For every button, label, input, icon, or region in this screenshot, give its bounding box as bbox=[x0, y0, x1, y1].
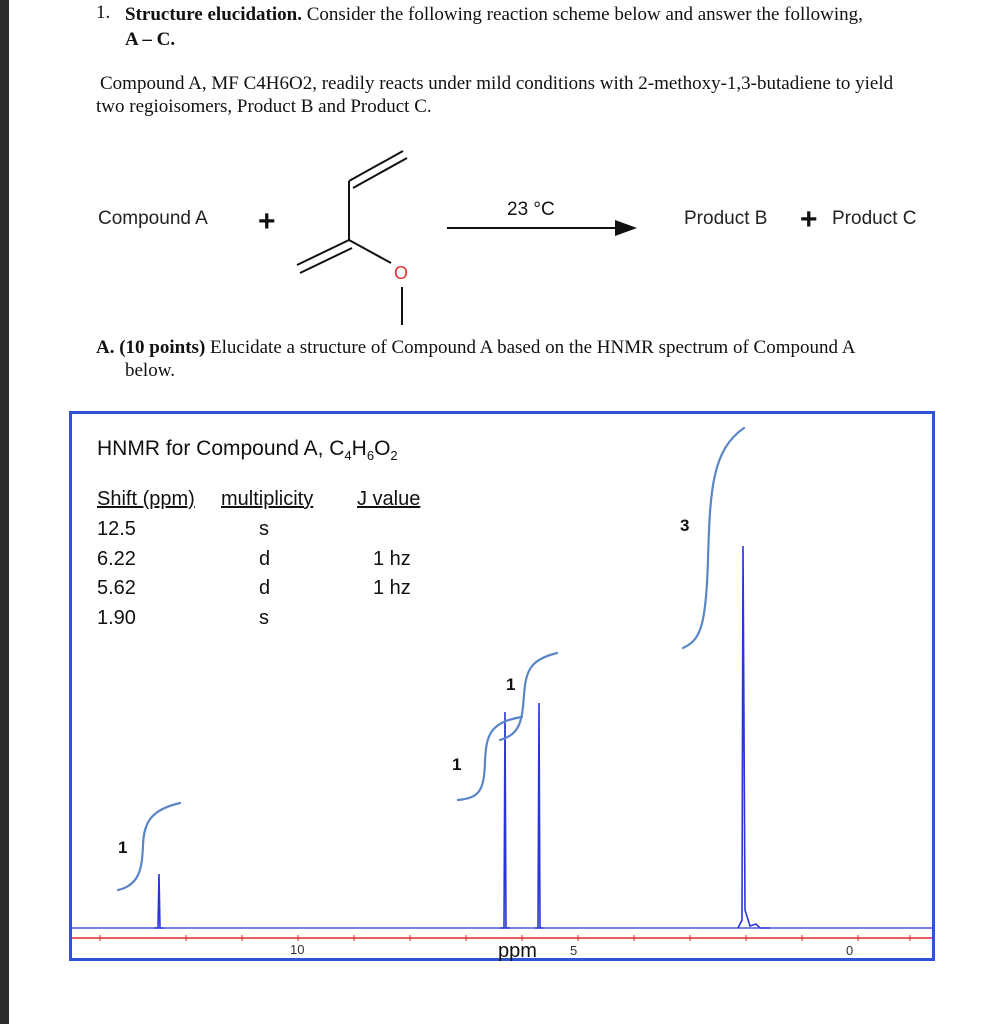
row-4-mult: s bbox=[259, 607, 269, 629]
row-2-mult: d bbox=[259, 548, 271, 570]
row-3-mult: d bbox=[259, 577, 271, 599]
axis-label-10: 10 bbox=[290, 942, 305, 957]
integral-label-6-22: 1 bbox=[452, 755, 462, 774]
question-range: A – C. bbox=[125, 29, 176, 50]
part-a-label: A. bbox=[96, 337, 115, 358]
integral-6-22 bbox=[458, 717, 522, 800]
peak-1-90 bbox=[738, 546, 770, 928]
oxygen-count: 2 bbox=[390, 448, 398, 464]
row-4-shift: 1.90 bbox=[97, 607, 136, 629]
integral-label-1-90: 3 bbox=[680, 516, 690, 535]
plus-sign-1: + bbox=[258, 205, 276, 238]
axis-label-5: 5 bbox=[570, 943, 578, 958]
peak-12-5 bbox=[154, 874, 164, 928]
paragraph-line-2: two regioisomers, Product B and Product C. bbox=[96, 96, 432, 117]
row-3-shift: 5.62 bbox=[97, 577, 136, 599]
product-c-label: Product C bbox=[832, 208, 917, 229]
axis-label-0: 0 bbox=[846, 943, 854, 958]
oxygen-symbol: O bbox=[374, 437, 391, 460]
plus-sign-2: + bbox=[800, 203, 818, 236]
integral-5-62 bbox=[500, 653, 557, 740]
integral-1-90 bbox=[683, 428, 744, 648]
part-a-line-2: below. bbox=[125, 360, 175, 381]
axis-unit-ppm: ppm bbox=[498, 940, 537, 962]
part-a-points: (10 points) bbox=[119, 337, 206, 358]
hydrogen-symbol: H bbox=[351, 437, 367, 460]
header-j-value: J value bbox=[357, 488, 421, 510]
question-title: Structure elucidation. bbox=[125, 4, 302, 25]
paragraph-line-1: Compound A, MF C4H6O2, readily reacts under mild conditions with 2-methoxy-1,3-butadiene to yield bbox=[100, 73, 894, 94]
carbon-count: 4 bbox=[344, 448, 352, 464]
row-3-j: 1 hz bbox=[373, 577, 411, 599]
hydrogen-count: 6 bbox=[366, 448, 375, 464]
oxygen-atom: O bbox=[394, 263, 409, 283]
nmr-title-text: HNMR for Compound A, C bbox=[97, 437, 345, 460]
row-1-mult: s bbox=[259, 518, 269, 540]
reaction-temperature: 23 °C bbox=[507, 199, 555, 220]
question-text: Consider the following reaction scheme below and answer the following, bbox=[301, 4, 863, 25]
row-2-shift: 6.22 bbox=[97, 548, 136, 570]
peak-5-62 bbox=[535, 703, 543, 928]
question-number: 1. bbox=[96, 2, 111, 23]
peak-6-22 bbox=[500, 712, 510, 928]
part-a-line-1: Elucidate a structure of Compound A based on the HNMR spectrum of Compound A bbox=[205, 337, 856, 358]
header-multiplicity: multiplicity bbox=[221, 488, 314, 510]
reactant-label: Compound A bbox=[98, 208, 208, 229]
row-2-j: 1 hz bbox=[373, 548, 411, 570]
header-shift: Shift (ppm) bbox=[97, 488, 195, 510]
product-b-label: Product B bbox=[684, 208, 768, 229]
row-1-shift: 12.5 bbox=[97, 518, 136, 540]
integral-label-12-5: 1 bbox=[118, 838, 128, 857]
integral-label-5-62: 1 bbox=[506, 675, 516, 694]
